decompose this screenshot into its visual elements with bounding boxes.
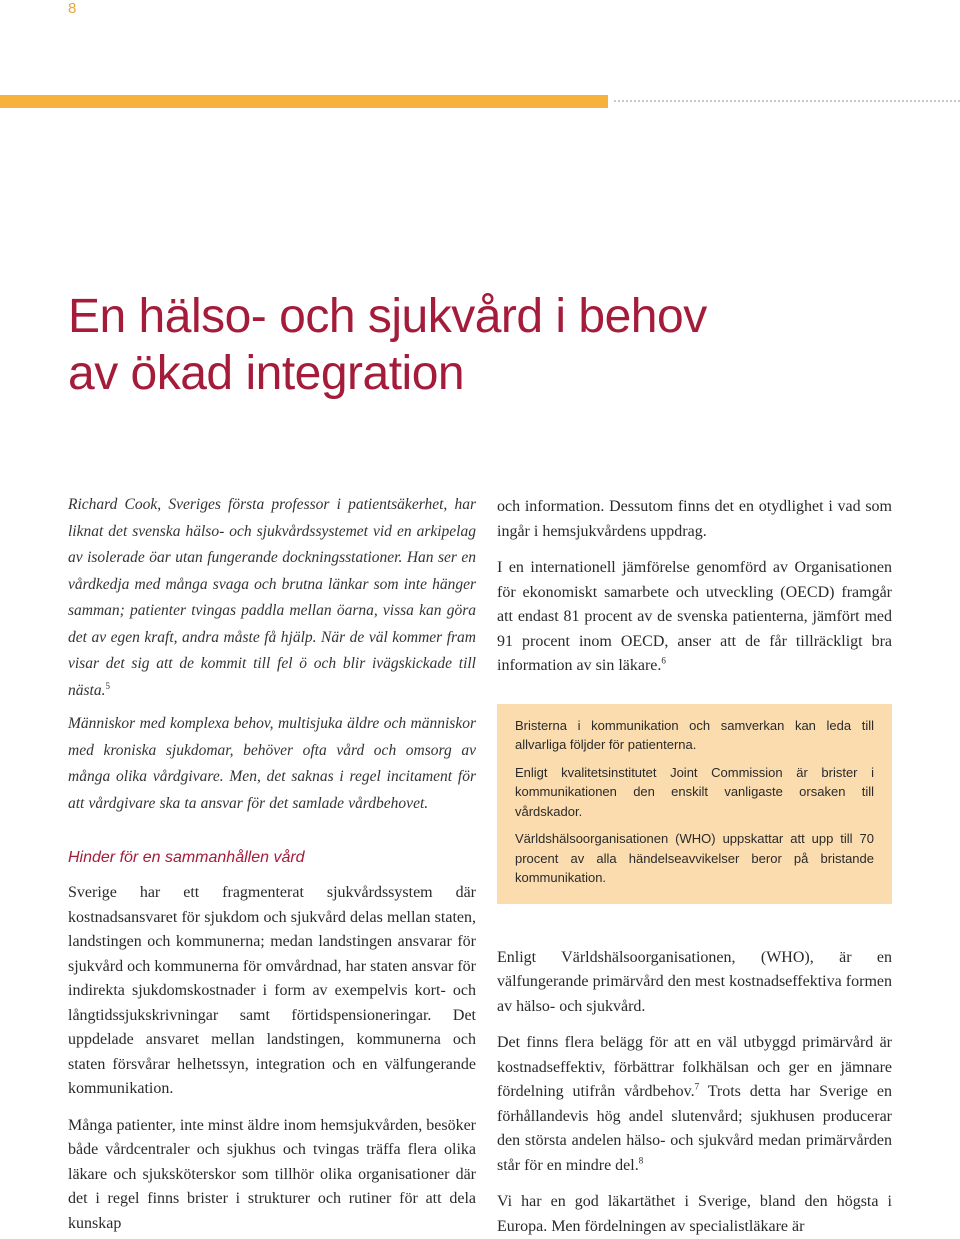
footnote-ref-7: 7 [694, 1081, 700, 1092]
left-column [68, 492, 476, 1236]
right-paragraph-1: och information. Dessutom finns det en otydlighet i vad som ingår i hemsjukvårdens uppdrag. [497, 498, 892, 540]
header-dotted-rule [614, 100, 960, 102]
right-paragraph-4b: Trots detta har Sverige en förhållandevis hög andel slutenvård; sjukhusen producerar den största andelen hälso- och sjukvård medan primärvården står för en mindre del. [497, 1083, 893, 1174]
fact-item: Världshälsoorganisationen (WHO) uppskattar att upp till 70 procent av alla händelseavvikelser beror på bristande kommunikation. [515, 831, 874, 885]
section-paragraph-1: Sverige har ett fragmenterat sjukvårdssystem där kostnadsansvaret för sjukdom och sjukvård delas mellan staten, landstingen och kommunerna; medan landstingen ansvarar för sjukvård och kommunerna för omvårdnad, har staten ansvar för indirekta sjukdomskostnader i form av exempelvis kort- och långtidssjukskrivningar samt förtidspensioneringar. Det uppdelade ansvaret mellan landstingen, kommunerna och staten försvårar helhetssyn, integration och en välfungerande kommunikation. [68, 884, 476, 1097]
footnote-ref-8: 8 [638, 1155, 644, 1166]
section-paragraph-2: Många patienter, inte minst äldre inom hemsjukvården, besöker både vårdcentraler och sjukhus och tvingas träffa flera olika läkare och sjuksköterskor som tillhör olika organisationer där det i regel finns brister i strukturer och rutiner för att dela kunskap [68, 1116, 476, 1232]
fact-item: Enligt kvalitetsinstitutet Joint Commission är brister i kommunikationen den enskilt vanligaste orsaken till vårdskador. [515, 764, 874, 819]
title-line-2: av ökad integration [68, 347, 465, 400]
fact-item: Bristerna i kommunikation och samverkan kan leda till allvarliga följder för patienterna. [515, 717, 874, 752]
section-heading: Hinder för en sammanhållen vård [68, 849, 305, 866]
footnote-ref-5: 5 [105, 680, 110, 691]
right-paragraph-2-text: I en internationell jämförelse genomförd av Organisationen för ekonomiskt samarbete och utveckling (OECD) framgår att endast 81 procent av de svenska patienterna, jämfört med 91 procent inom OECD, anser att de får tillräckligt bra information av sin läkare. [497, 559, 892, 674]
right-paragraph-2 [497, 556, 892, 679]
facts-box [497, 704, 892, 904]
right-column [497, 495, 892, 1239]
quote-paragraph-1 [68, 492, 476, 704]
quote-paragraph-2: Människor med komplexa behov, multisjuka äldre och människor med kroniska sjukdomar, behöver ofta vård och omsorg av många olika vårdgivare. Men, det saknas i regel incitament för att vårdgivare ska ta ansvar för det samlade vårdbehovet. [68, 715, 476, 812]
right-paragraph-5: Vi har en god läkartäthet i Sverige, bland den högsta i Europa. Men fördelningen av specialistläkare är [497, 1193, 892, 1235]
quote-text-1: Richard Cook, Sveriges första professor i patientsäkerhet, har liknat det svenska hälso- och sjukvårdssystemet vid en arkipelag av isolerade öar utan fungerande dockningsstationer. Han ser en vårdkedja med många svaga och brutna länkar som inte hänger samman; patienter tvingas paddla mellan öarna, vissa kan göra det av egen kraft, andra måste få hjälp. När de väl kommer fram visar det sig att de kommit till fel ö och blir ivägskickade till nästa. [68, 496, 476, 699]
page-number: 8 [68, 0, 77, 17]
right-paragraph-4 [497, 1031, 892, 1178]
page-title [68, 288, 707, 402]
right-paragraph-4a: Det finns flera belägg för att en väl utbyggd primärvård är kostnadseffektiv, förbättrar folkhälsan och ger en jämnare fördelning utifrån vårdbehov. [497, 1034, 892, 1100]
header-bar [0, 95, 608, 108]
title-line-1: En hälso- och sjukvård i behov [68, 290, 707, 343]
right-paragraph-3: Enligt Världshälsoorganisationen, (WHO), är en välfungerande primärvård den mest kostnadseffektiva formen av hälso- och sjukvård. [497, 948, 892, 1015]
footnote-ref-6: 6 [661, 655, 666, 666]
